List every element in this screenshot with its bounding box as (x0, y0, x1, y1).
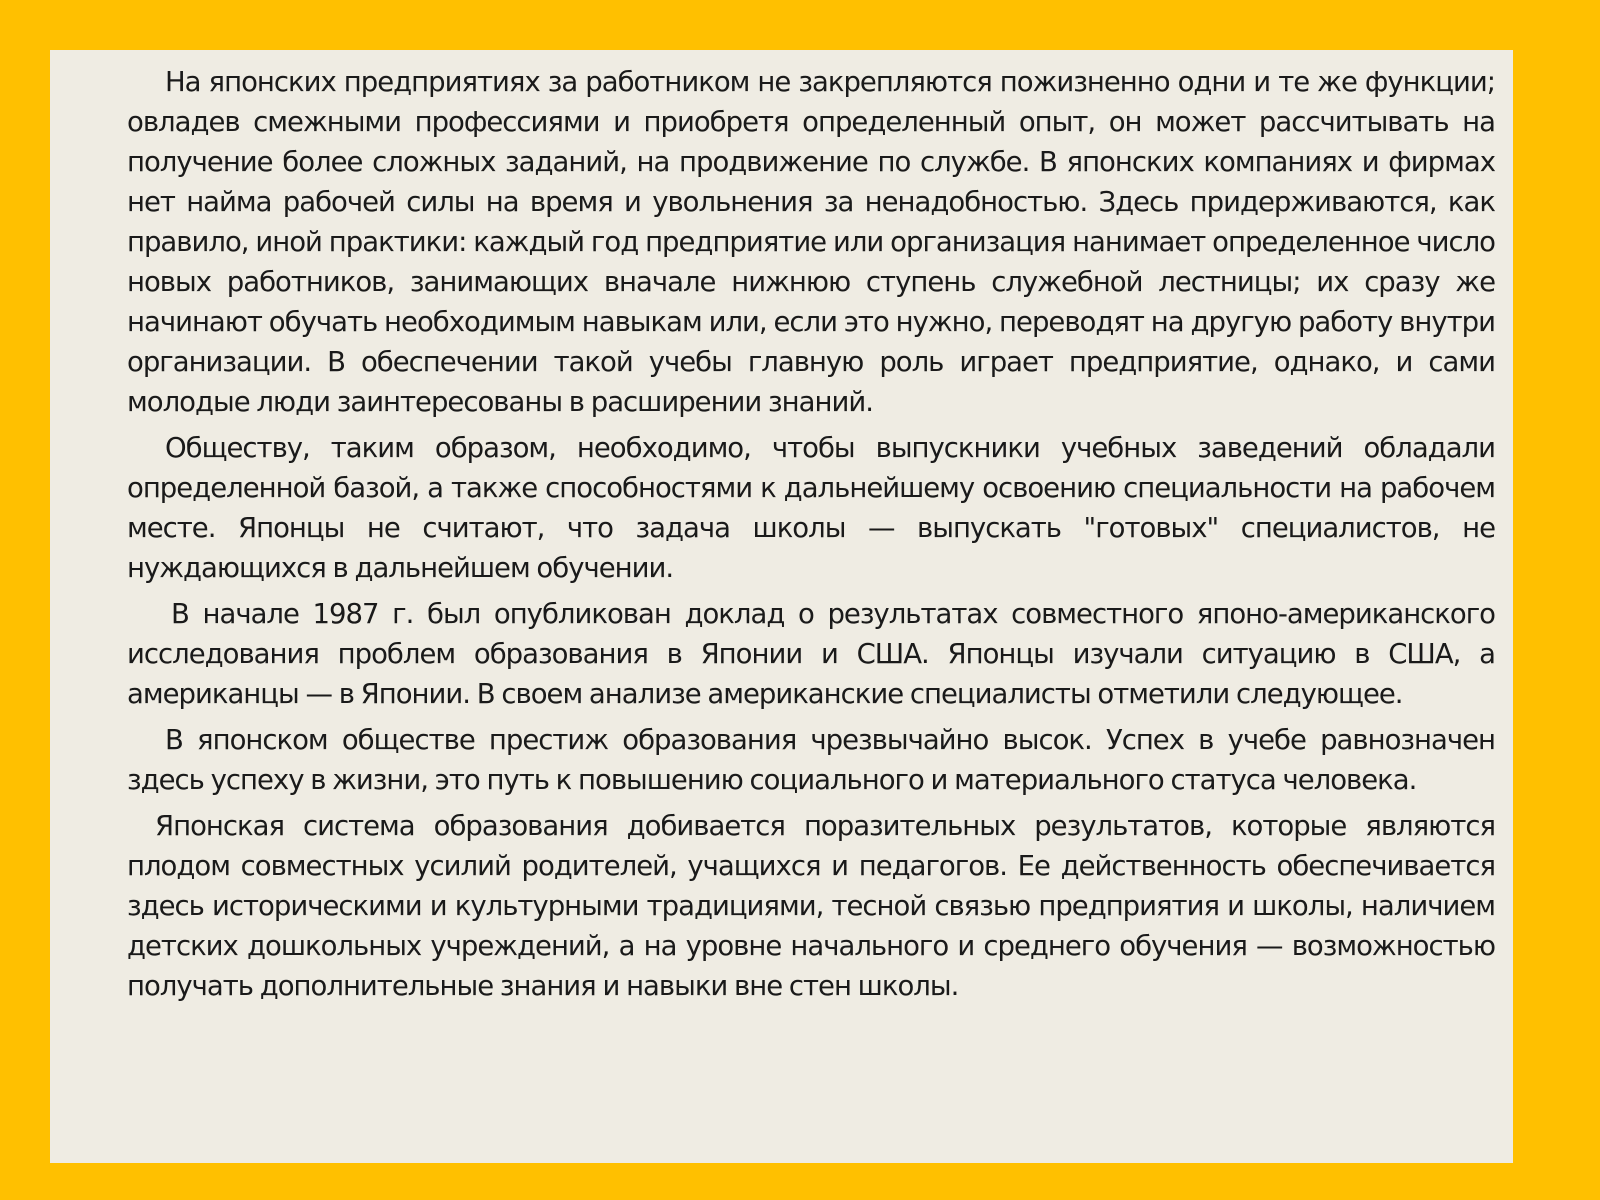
text-body (127, 62, 1495, 1012)
paragraph-2: Обществу, таким образом, необходимо, чтобы выпускники учебных заведений обладали определенной базой, а также способностями к дальнейшему освоению специальности на рабочем месте. Японцы не считают, что задача школы — выпускать "готовых" специалистов, не нуждающихся в дальнейшем обучении. (127, 432, 1495, 584)
paragraph-3: В начале 1987 г. был опубликован доклад о результатах совместного японо-американского исследования проблем образования в Японии и США. Японцы изучали ситуацию в США, а американцы — в Японии. В своем анализе американские специалисты отметили следующее. (127, 598, 1495, 710)
paragraph-4: В японском обществе престиж образования чрезвычайно высок. Успех в учебе равнозначен здесь успеху в жизни, это путь к повышению социального и материального статуса человека. (127, 724, 1495, 796)
paragraph-1: На японских предприятиях за работником не закрепляются пожизненно одни и те же функции; овладев смежными профессиями и приобретя определенный опыт, он может рассчитывать на получение более сложных заданий, на продвижение по службе. В японских компаниях и фирмах нет найма рабочей силы на время и увольнения за ненадобностью. Здесь придерживаются, как правило, иной практики: каждый год предприятие или организация нанимает определенное число новых работников, занимающих вначале нижнюю ступень служебной лестницы; их сразу же начинают обучать необходимым навыкам или, если это нужно, переводят на другую работу внутри организации. В обеспечении такой учебы главную роль играет предприятие, однако, и сами молодые люди заинтересованы в расширении знаний. (127, 66, 1495, 418)
paragraph-5: Японская система образования добивается поразительных результатов, которые являются плодом совместных усилий родителей, учащихся и педагогов. Ее действенность обеспечивается здесь историческими и культурными традициями, тесной связью предприятия и школы, наличием детских дошкольных учреждений, а на уровне начального и среднего обучения — возможностью получать дополнительные знания и навыки вне стен школы. (127, 810, 1495, 1002)
slide-panel (50, 50, 1513, 1163)
